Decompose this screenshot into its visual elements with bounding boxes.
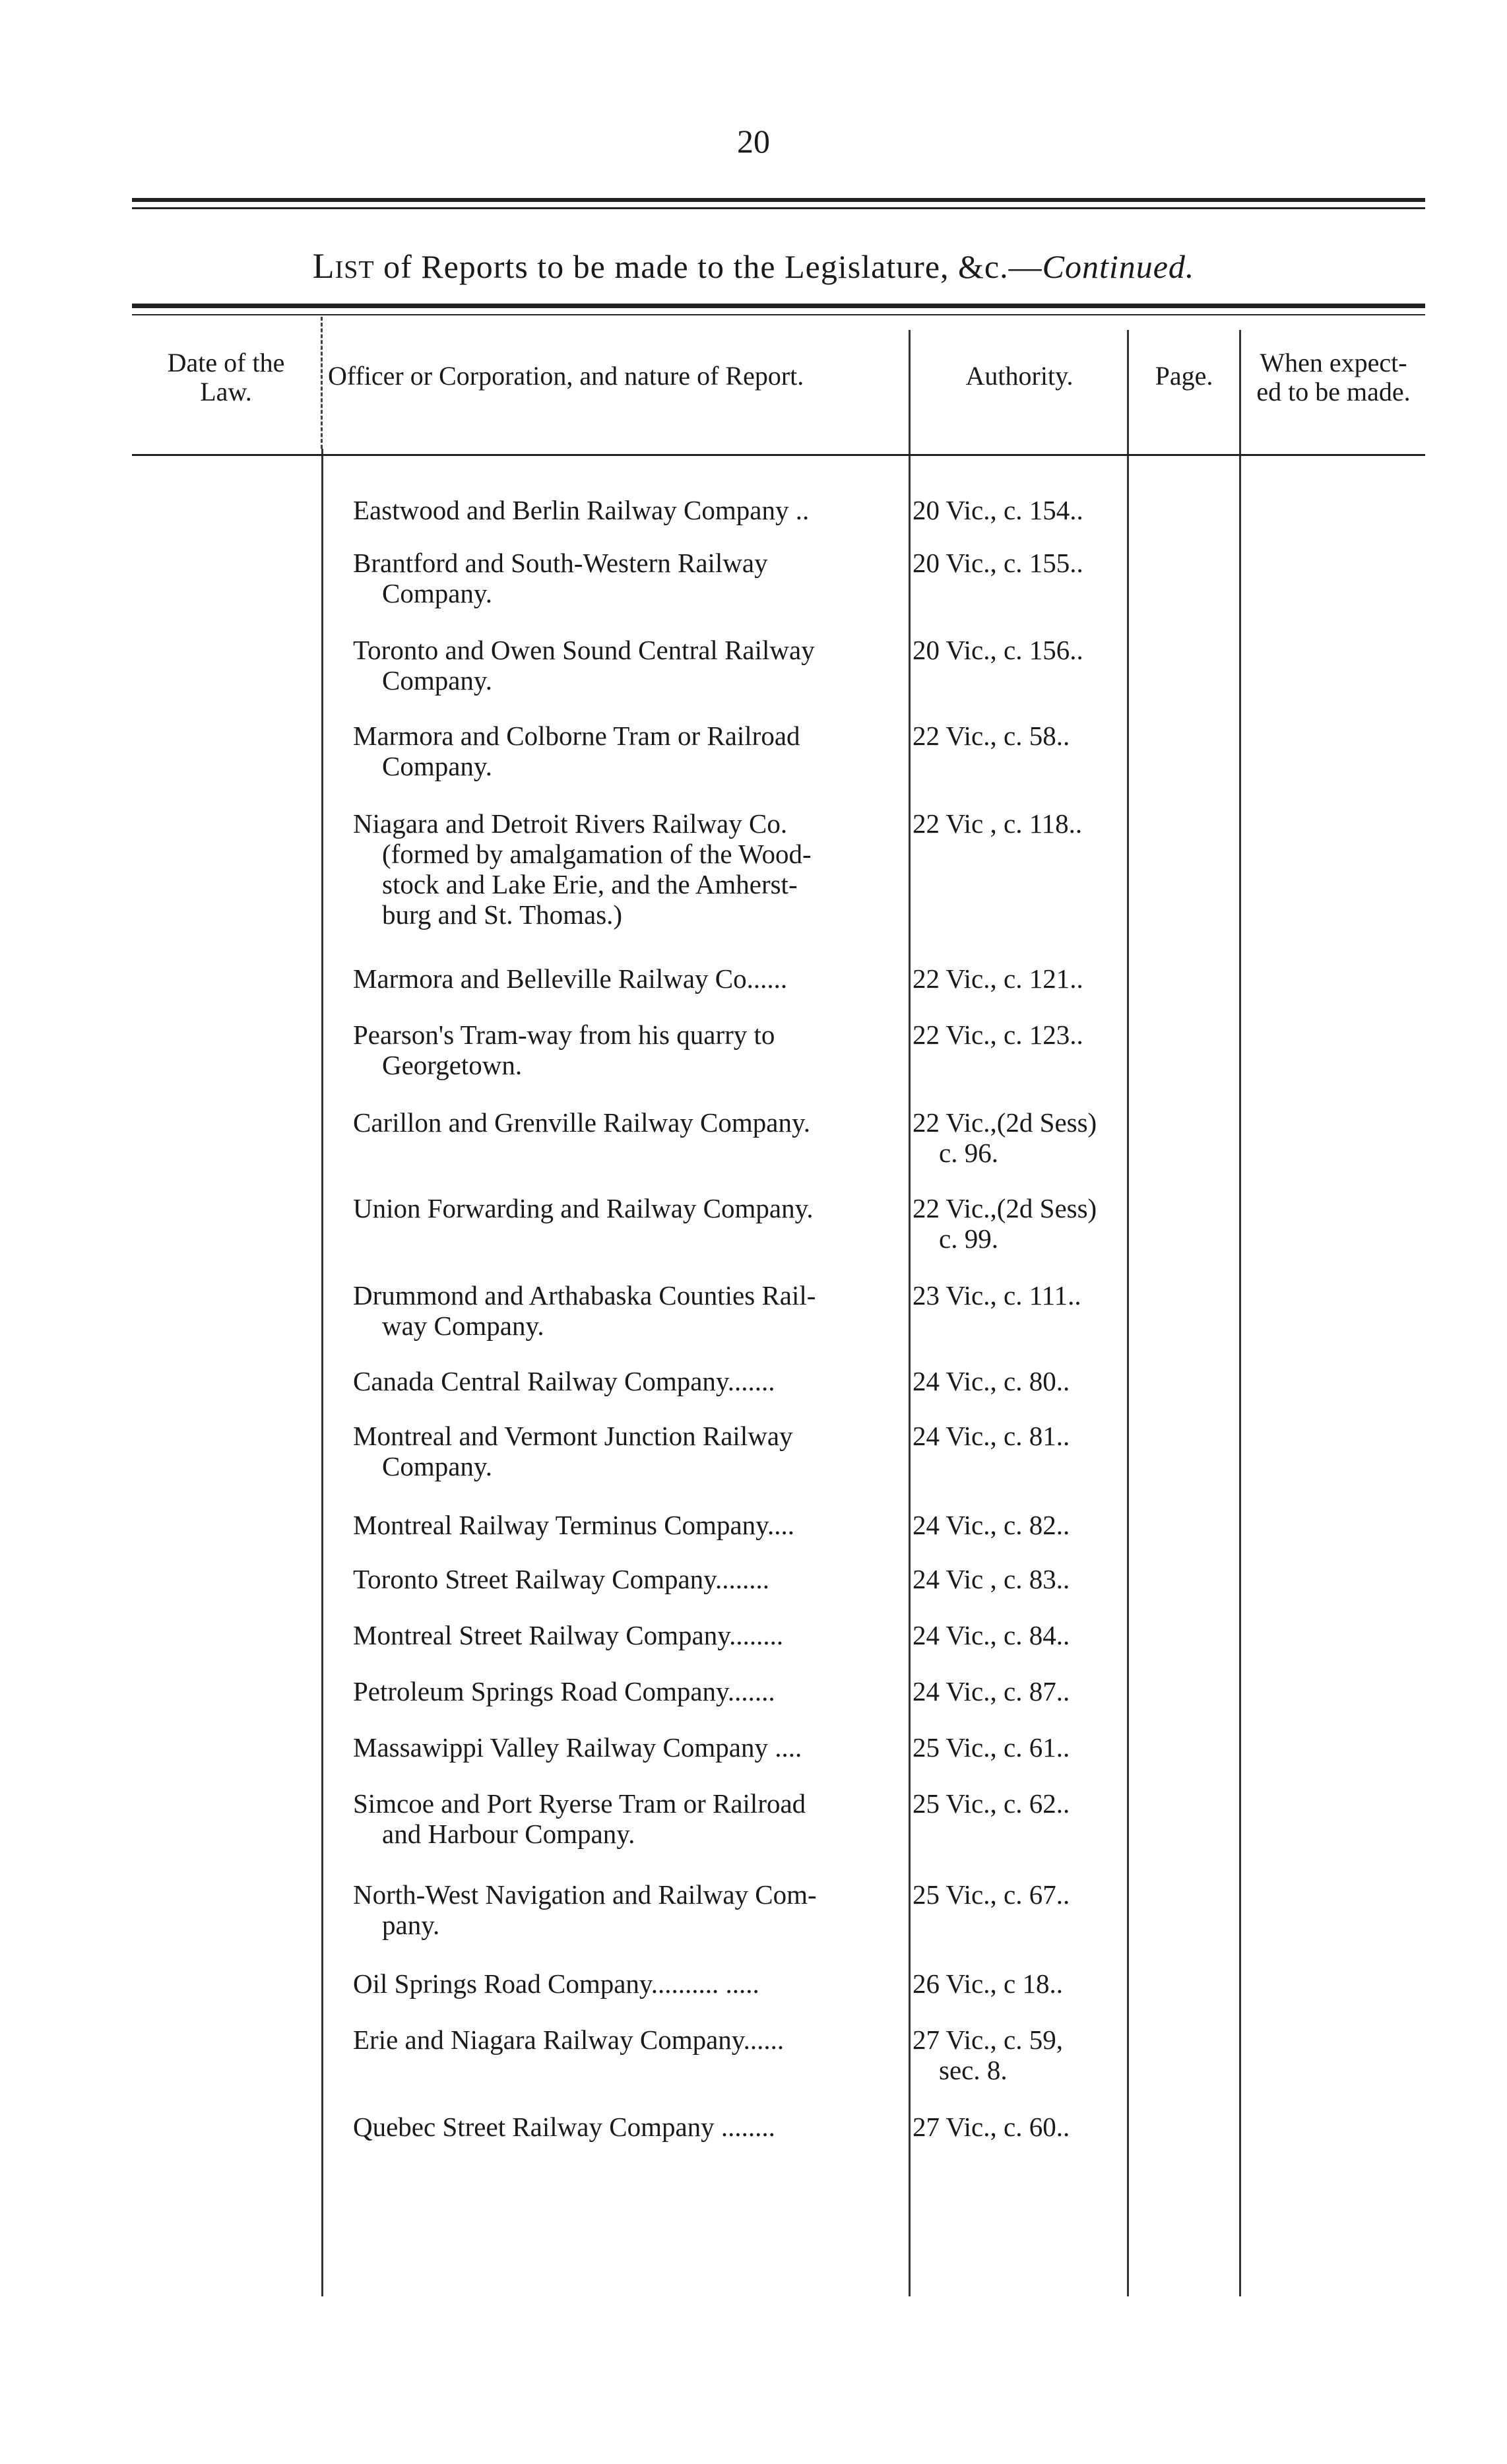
report-entry-authority: [913, 1280, 1124, 1311]
report-entry-name-line: Toronto and Owen Sound Central Railway: [353, 635, 815, 665]
report-entry-authority-line: c. 96.: [939, 1138, 998, 1168]
report-entry-name: [353, 1968, 901, 1999]
report-entry-authority: [913, 963, 1124, 994]
column-header-officer: [328, 362, 905, 391]
report-entry-name: [353, 1421, 901, 1481]
report-entry-name-line: Simcoe and Port Ryerse Tram or Railroad: [353, 1788, 806, 1819]
report-entry-authority: [913, 721, 1124, 751]
report-entry-name-line: Company.: [382, 1451, 493, 1481]
report-entry-authority: [913, 1788, 1124, 1819]
report-entry-authority-line: 25 Vic., c. 62..: [913, 1788, 1070, 1819]
column-header-underline: [132, 454, 1425, 456]
report-entry-name: [353, 1564, 901, 1594]
report-entry-authority-line: 27 Vic., c. 59,: [913, 2025, 1063, 2055]
report-entry-name: [353, 1366, 901, 1396]
report-entry-authority-line: 24 Vic., c. 84..: [913, 1620, 1070, 1650]
report-entry-authority-line: 22 Vic., c. 123..: [913, 1020, 1083, 1050]
report-entry-authority: [913, 548, 1124, 578]
column-header-page: [1129, 362, 1239, 391]
report-entry-authority: [913, 1564, 1124, 1594]
report-entry-name-line: stock and Lake Erie, and the Amherst-: [382, 869, 798, 899]
report-entry-name-line: way Company.: [382, 1311, 544, 1341]
report-entry-authority-line: 27 Vic., c. 60..: [913, 2112, 1070, 2142]
report-entry-authority: [913, 1620, 1124, 1650]
report-entry-authority-line: 22 Vic., c. 121..: [913, 963, 1083, 994]
report-entry-name: [353, 635, 901, 696]
top-rule-thick: [132, 198, 1425, 202]
report-entry-authority: [913, 2112, 1124, 2142]
report-entry-authority: [913, 1020, 1124, 1050]
report-entry-authority-line: 20 Vic., c. 155..: [913, 548, 1083, 578]
divider-page-when: [1239, 330, 1241, 2296]
report-entry-name-line: Marmora and Belleville Railway Co......: [353, 963, 788, 994]
report-entry-name-line: Drummond and Arthabaska Counties Rail-: [353, 1280, 816, 1311]
divider-officer-authority: [909, 330, 911, 2296]
report-entry-name: [353, 1620, 901, 1650]
report-entry-name-line: Montreal Street Railway Company........: [353, 1620, 784, 1650]
report-entry-authority-line: 22 Vic., c. 58..: [913, 721, 1070, 751]
report-entry-name-line: North-West Navigation and Railway Com-: [353, 1879, 817, 1910]
report-entry-name-line: Erie and Niagara Railway Company......: [353, 2025, 785, 2055]
header-rule-thick: [132, 304, 1425, 308]
report-entry-name-line: Georgetown.: [382, 1050, 523, 1080]
report-entry-authority: [913, 495, 1124, 525]
report-entry-name-line: (formed by amalgamation of the Wood-: [382, 839, 812, 869]
report-entry-name-line: Pearson's Tram-way from his quarry to: [353, 1020, 775, 1050]
page-title: [0, 245, 1507, 286]
report-entry-authority-line: 24 Vic., c. 81..: [913, 1421, 1070, 1451]
report-entry-name-line: Union Forwarding and Railway Company.: [353, 1193, 814, 1223]
column-header-date-line-1: Date of the: [167, 348, 285, 377]
header-rule-thin: [132, 314, 1425, 315]
title-lead: List: [312, 246, 375, 286]
report-entry-name: [353, 1107, 901, 1138]
report-entry-name: [353, 1510, 901, 1540]
report-entry-name: [353, 1020, 901, 1080]
report-entry-name-line: Brantford and South-Western Railway: [353, 548, 768, 578]
title-continued: Continued.: [1042, 248, 1195, 285]
report-entry-name-line: Montreal Railway Terminus Company....: [353, 1510, 794, 1540]
report-entry-authority: [913, 1107, 1124, 1168]
report-entry-name-line: Company.: [382, 578, 493, 608]
report-entry-authority-line: 22 Vic.,(2d Sess): [913, 1193, 1097, 1223]
report-entry-authority: [913, 1193, 1124, 1254]
report-entry-authority-line: 22 Vic.,(2d Sess): [913, 1107, 1097, 1138]
report-entry-authority-line: sec. 8.: [939, 2055, 1008, 2085]
report-entry-name-line: Carillon and Grenville Railway Company.: [353, 1107, 811, 1138]
report-entry-authority-line: 22 Vic , c. 118..: [913, 808, 1083, 839]
report-entry-name: [353, 548, 901, 608]
report-entry-name: [353, 495, 901, 525]
report-entry-name-line: Company.: [382, 751, 493, 781]
report-entry-authority: [913, 2025, 1124, 2085]
column-header-authority: [912, 362, 1127, 391]
report-entry-name-line: Massawippi Valley Railway Company ....: [353, 1732, 802, 1763]
divider-date-officer-head: [321, 317, 323, 449]
title-main: of Reports to be made to the Legislature, &c.—: [383, 248, 1042, 285]
report-entry-authority-line: c. 99.: [939, 1223, 998, 1254]
report-entry-name: [353, 2112, 901, 2142]
report-entry-authority-line: 26 Vic., c 18..: [913, 1968, 1063, 1999]
report-entry-name-line: Toronto Street Railway Company........: [353, 1564, 770, 1594]
report-entry-name-line: pany.: [382, 1910, 440, 1940]
report-entry-name-line: Petroleum Springs Road Company.......: [353, 1676, 775, 1706]
column-header-when-line-2: ed to be made.: [1256, 377, 1411, 406]
report-entry-authority: [913, 1421, 1124, 1451]
report-entry-authority: [913, 808, 1124, 839]
divider-authority-page: [1127, 330, 1129, 2296]
report-entry-authority-line: 25 Vic., c. 61..: [913, 1732, 1070, 1763]
report-entry-name-line: Marmora and Colborne Tram or Railroad: [353, 721, 800, 751]
report-entry-name: [353, 963, 901, 994]
report-entry-name: [353, 721, 901, 781]
column-header-date: [132, 348, 320, 406]
report-entry-authority-line: 20 Vic., c. 154..: [913, 495, 1083, 525]
report-entry-authority-line: 24 Vic., c. 82..: [913, 1510, 1070, 1540]
column-header-page-text: Page.: [1155, 361, 1213, 391]
report-entry-name: [353, 2025, 901, 2055]
column-header-officer-text: Officer or Corporation, and nature of Report.: [328, 361, 804, 391]
report-entry-name: [353, 1732, 901, 1763]
report-entry-name: [353, 1280, 901, 1341]
report-entry-authority: [913, 1676, 1124, 1706]
top-rule-thin: [132, 207, 1425, 209]
report-entry-name-line: Oil Springs Road Company.......... .....: [353, 1968, 759, 1999]
page-number: 20: [737, 123, 770, 160]
column-header-date-line-2: Law.: [200, 377, 252, 406]
column-header-authority-text: Authority.: [965, 361, 1074, 391]
report-entry-name: [353, 1676, 901, 1706]
report-entry-name: [353, 1788, 901, 1849]
report-entry-authority-line: 24 Vic , c. 83..: [913, 1564, 1070, 1594]
report-entry-authority-line: 25 Vic., c. 67..: [913, 1879, 1070, 1910]
report-entry-authority: [913, 1879, 1124, 1910]
report-entry-name: [353, 808, 901, 930]
report-entry-name-line: burg and St. Thomas.): [382, 899, 623, 930]
report-entry-name-line: Montreal and Vermont Junction Railway: [353, 1421, 793, 1451]
report-entry-name: [353, 1879, 901, 1940]
report-entry-name: [353, 1193, 901, 1223]
report-entry-authority-line: 20 Vic., c. 156..: [913, 635, 1083, 665]
report-entry-name-line: Niagara and Detroit Rivers Railway Co.: [353, 808, 788, 839]
report-entry-authority: [913, 1366, 1124, 1396]
column-header-when: [1242, 348, 1425, 406]
report-entry-authority: [913, 1732, 1124, 1763]
report-entry-name-line: Canada Central Railway Company.......: [353, 1366, 775, 1396]
report-entry-authority-line: 24 Vic., c. 87..: [913, 1676, 1070, 1706]
report-entry-authority-line: 23 Vic., c. 111..: [913, 1280, 1081, 1311]
report-entry-authority: [913, 1968, 1124, 1999]
report-entry-name-line: Quebec Street Railway Company ........: [353, 2112, 775, 2142]
report-entry-name-line: Eastwood and Berlin Railway Company ..: [353, 495, 810, 525]
divider-date-officer: [321, 449, 323, 2296]
report-entry-authority-line: 24 Vic., c. 80..: [913, 1366, 1070, 1396]
report-entry-name-line: Company.: [382, 665, 493, 696]
report-entry-authority: [913, 1510, 1124, 1540]
column-header-when-line-1: When expect-: [1260, 348, 1407, 377]
report-entry-name-line: and Harbour Company.: [382, 1819, 635, 1849]
report-entry-authority: [913, 635, 1124, 665]
